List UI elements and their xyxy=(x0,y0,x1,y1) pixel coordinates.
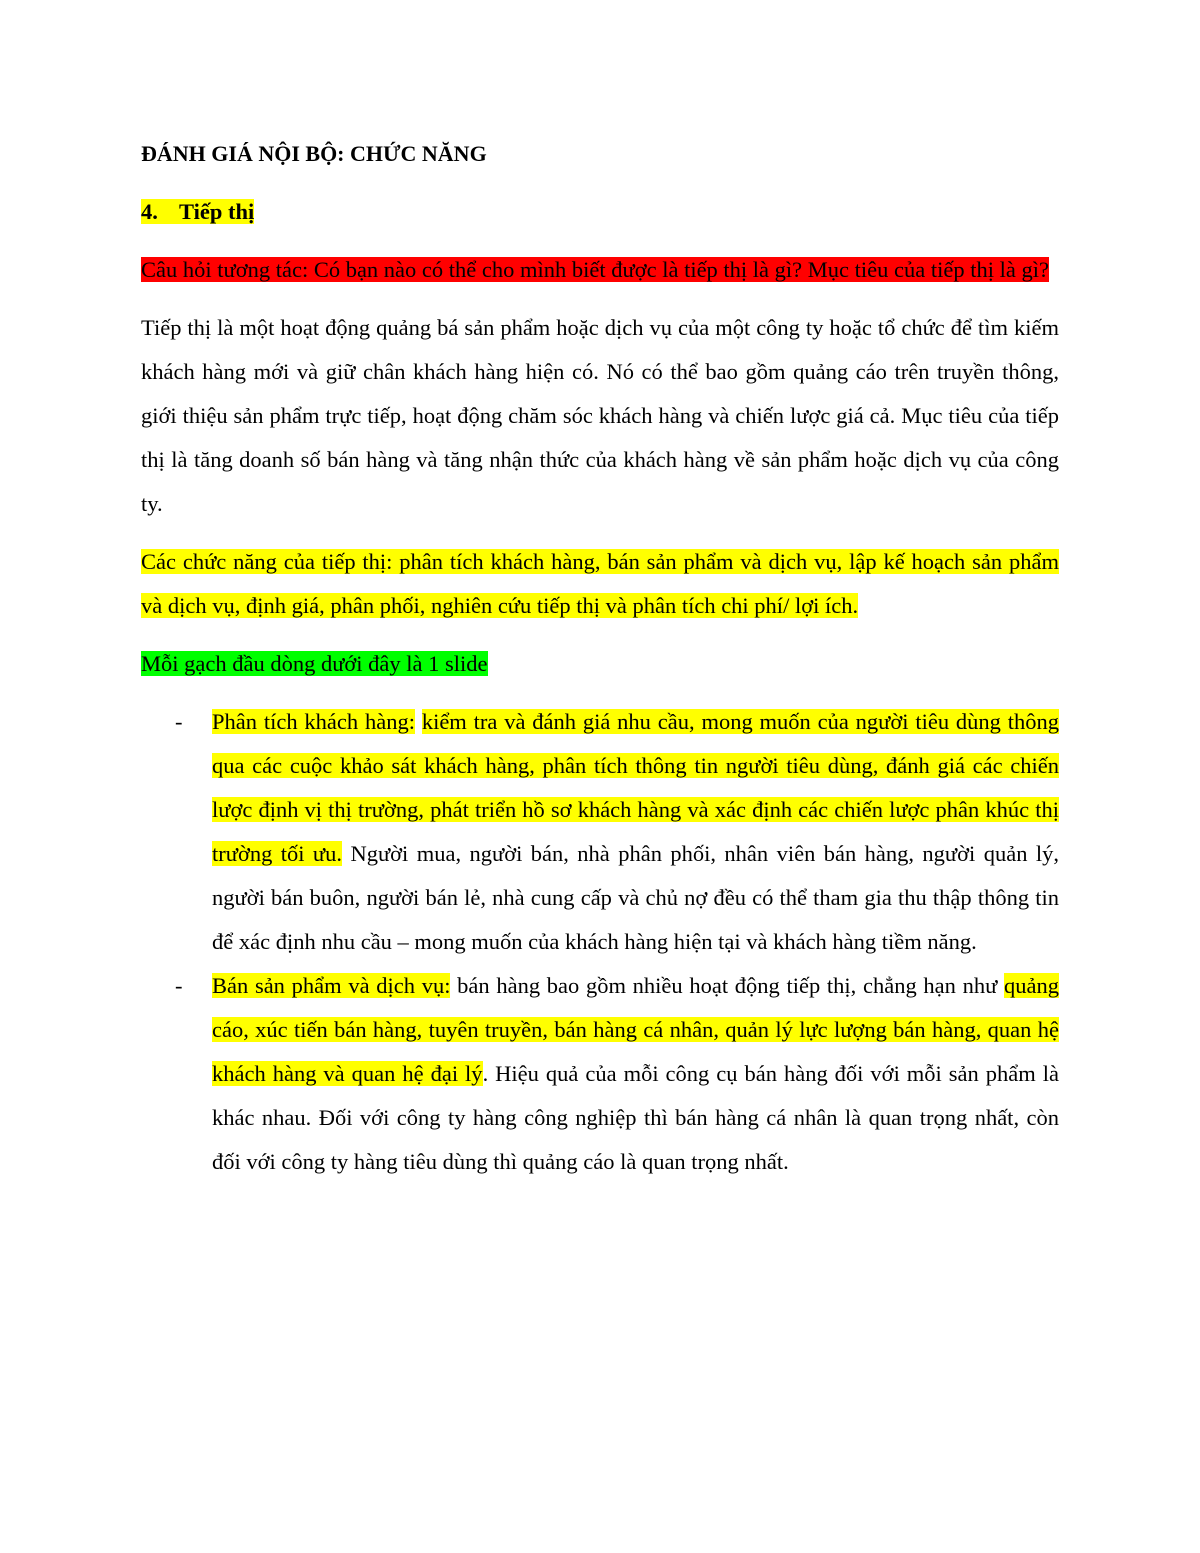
document-body xyxy=(141,132,1059,1184)
bullet-term: Bán sản phẩm và dịch vụ: xyxy=(212,973,451,998)
interactive-question xyxy=(141,248,1059,292)
bullet-list xyxy=(141,700,1059,1184)
section-number: 4. xyxy=(141,199,158,224)
bullet-dash: - xyxy=(175,973,183,998)
list-item xyxy=(141,964,1059,1184)
bullet-rest-text: . Hiệu quả của mỗi công cụ bán hàng đối với mỗi sản phẩm là khác nhau. Đối với công ty hàng công nghiệp thì bán hàng cá nhân là quan trọng nhất, còn đối với công ty hàng tiêu dùng thì quảng cáo là quan trọng nhất. xyxy=(212,1061,1059,1174)
bullet-space xyxy=(415,709,422,734)
definition-paragraph: Tiếp thị là một hoạt động quảng bá sản phẩm hoặc dịch vụ của một công ty hoặc tổ chức để tìm kiếm khách hàng mới và giữ chân khách hàng hiện có. Nó có thể bao gồm quảng cáo trên truyền thông, giới thiệu sản phẩm trực tiếp, hoạt động chăm sóc khách hàng và chiến lược giá cả. Mục tiêu của tiếp thị là tăng doanh số bán hàng và tăng nhận thức của khách hàng về sản phẩm hoặc dịch vụ của công ty. xyxy=(141,315,1059,516)
bullet-highlighted-text: quảng cáo, xúc tiến bán hàng, tuyên truyền, bán hàng cá nhân, quản lý lực lượng bán hàng, quan hệ khách hàng và quan hệ đại lý xyxy=(212,973,1059,1086)
slide-note-highlight: Mỗi gạch đầu dòng dưới đây là 1 slide xyxy=(141,651,488,676)
bullet-rest-text: Người mua, người bán, nhà phân phối, nhân viên bán hàng, người quản lý, người bán buôn, người bán lẻ, nhà cung cấp và chủ nợ đều có thể tham gia thu thập thông tin để xác định nhu cầu – mong muốn của khách hàng hiện tại và khách hàng tiềm năng. xyxy=(212,841,1059,954)
bullet-term: Phân tích khách hàng: xyxy=(212,709,415,734)
section-heading xyxy=(141,190,1059,234)
document-title: ĐÁNH GIÁ NỘI BỘ: CHỨC NĂNG xyxy=(141,141,487,166)
bullet-dash: - xyxy=(175,709,183,734)
list-item xyxy=(141,700,1059,964)
functions-paragraph xyxy=(141,540,1059,628)
bullet-highlighted-text: kiểm tra và đánh giá nhu cầu, mong muốn của người tiêu dùng thông qua các cuộc khảo sát khách hàng, phân tích thông tin người tiêu dùng, đánh giá các chiến lược định vị thị trường, phát triển hồ sơ khách hàng và xác định các chiến lược phân khúc thị trường tối ưu. xyxy=(212,709,1060,866)
question-highlight: Câu hỏi tương tác: Có bạn nào có thể cho mình biết được là tiếp thị là gì? Mục tiêu của tiếp thị là gì? xyxy=(141,257,1049,282)
functions-highlight: Các chức năng của tiếp thị: phân tích khách hàng, bán sản phẩm và dịch vụ, lập kế hoạch sản phẩm và dịch vụ, định giá, phân phối, nghiên cứu tiếp thị và phân tích chi phí/ lợi ích. xyxy=(141,549,1059,618)
slide-note xyxy=(141,642,1059,686)
bullet-mid-text: bán hàng bao gồm nhiều hoạt động tiếp thị, chẳng hạn như xyxy=(450,973,1004,998)
section-label: Tiếp thị xyxy=(179,199,255,224)
section-heading-highlight xyxy=(141,199,254,224)
